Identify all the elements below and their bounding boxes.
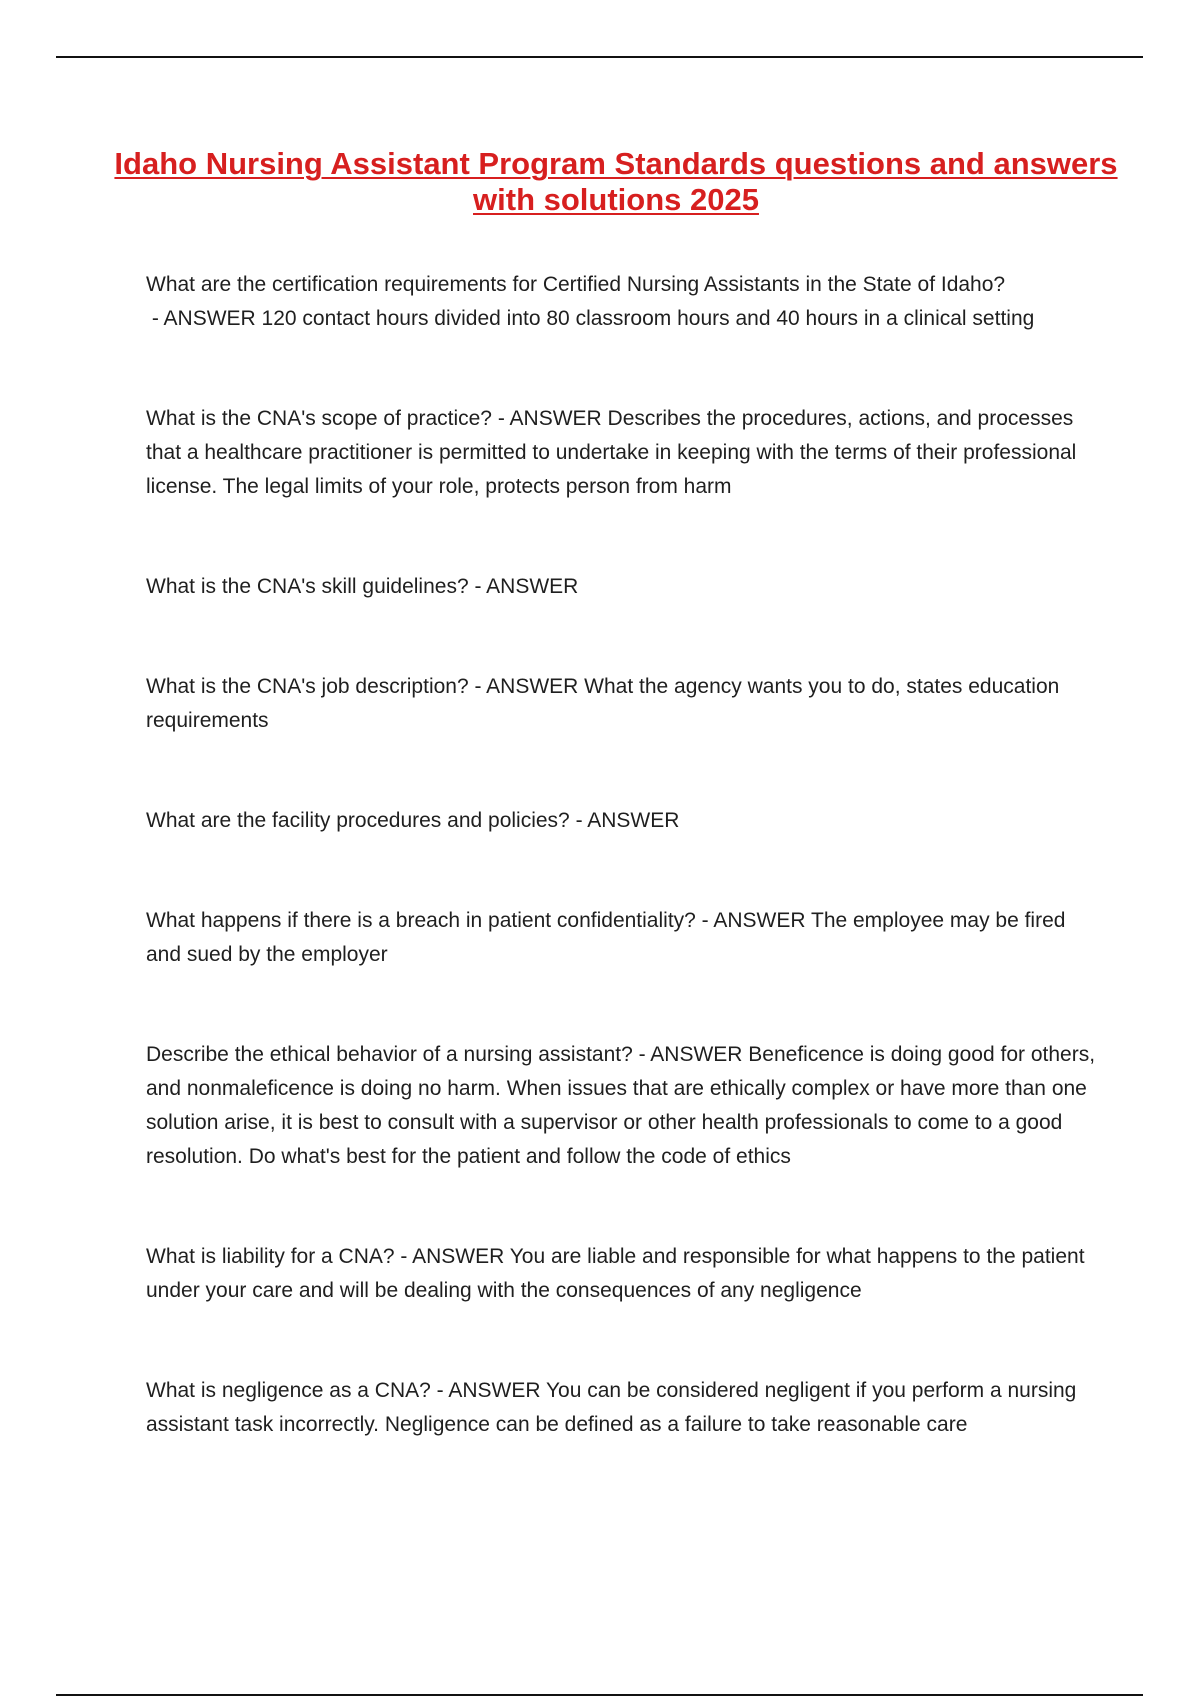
qa-item (146, 1038, 1098, 1174)
question-text: What happens if there is a breach in patient confidentiality? (146, 909, 696, 932)
question-text: What is liability for a CNA? (146, 1245, 395, 1268)
answer-text: ANSWER Describes the procedures, actions, and processes that a healthcare practitioner is permitted to undertake in keeping with the terms of their professional license. The legal limits of your role, protects person from harm (146, 407, 1077, 498)
top-rule (56, 56, 1143, 58)
qa-separator: - (468, 575, 487, 598)
qa-item (146, 402, 1098, 504)
answer-text: ANSWER The employee may be fired and sued by the employer (146, 909, 1066, 966)
qa-item (146, 1374, 1098, 1442)
qa-separator: - (492, 407, 510, 430)
document-title: Idaho Nursing Assistant Program Standards questions and answers with solutions 2025 (114, 146, 1118, 217)
question-text: What is the CNA's scope of practice? (146, 407, 492, 430)
qa-item (146, 268, 1098, 336)
qa-item (146, 670, 1098, 738)
qa-separator: - (569, 809, 588, 832)
answer-text: ANSWER (587, 809, 680, 832)
qa-item (146, 904, 1098, 972)
bottom-rule (56, 1694, 1143, 1696)
qa-item (146, 804, 1098, 838)
qa-separator: - (468, 675, 487, 698)
question-text: What is the CNA's job description? (146, 675, 469, 698)
question-text: Describe the ethical behavior of a nursing assistant? (146, 1043, 633, 1066)
qa-item (146, 570, 1098, 604)
qa-separator: - (430, 1379, 449, 1402)
answer-text: ANSWER Beneficence is doing good for others, and nonmaleficence is doing no harm. When issues that are ethically complex or have more than one solution arise, it is best to consult with a supervisor or other health professionals to come to a good resolution. Do what's best for the patient and follow the code of ethics (146, 1043, 1096, 1168)
question-text: What is the CNA's skill guidelines? (146, 575, 469, 598)
answer-text: ANSWER (486, 575, 579, 598)
answer-text: ANSWER You can be considered negligent if you perform a nursing assistant task incorrectly. Negligence can be defined as a failure to take reasonable care (146, 1379, 1077, 1436)
question-text: What are the facility procedures and policies? (146, 809, 570, 832)
qa-item (146, 1240, 1098, 1308)
qa-separator: - (394, 1245, 413, 1268)
qa-separator: - (632, 1043, 651, 1066)
qa-separator: - (146, 307, 164, 330)
answer-text: ANSWER 120 contact hours divided into 80 classroom hours and 40 hours in a clinical setting (163, 307, 1035, 330)
answer-text: ANSWER What the agency wants you to do, states education requirements (146, 675, 1060, 732)
question-text: What are the certification requirements for Certified Nursing Assistants in the State of Idaho? (146, 273, 1006, 296)
question-text: What is negligence as a CNA? (146, 1379, 431, 1402)
answer-text: ANSWER You are liable and responsible for what happens to the patient under your care and will be dealing with the consequences of any negligence (146, 1245, 1085, 1302)
qa-list (146, 268, 1098, 1442)
qa-separator: - (695, 909, 714, 932)
